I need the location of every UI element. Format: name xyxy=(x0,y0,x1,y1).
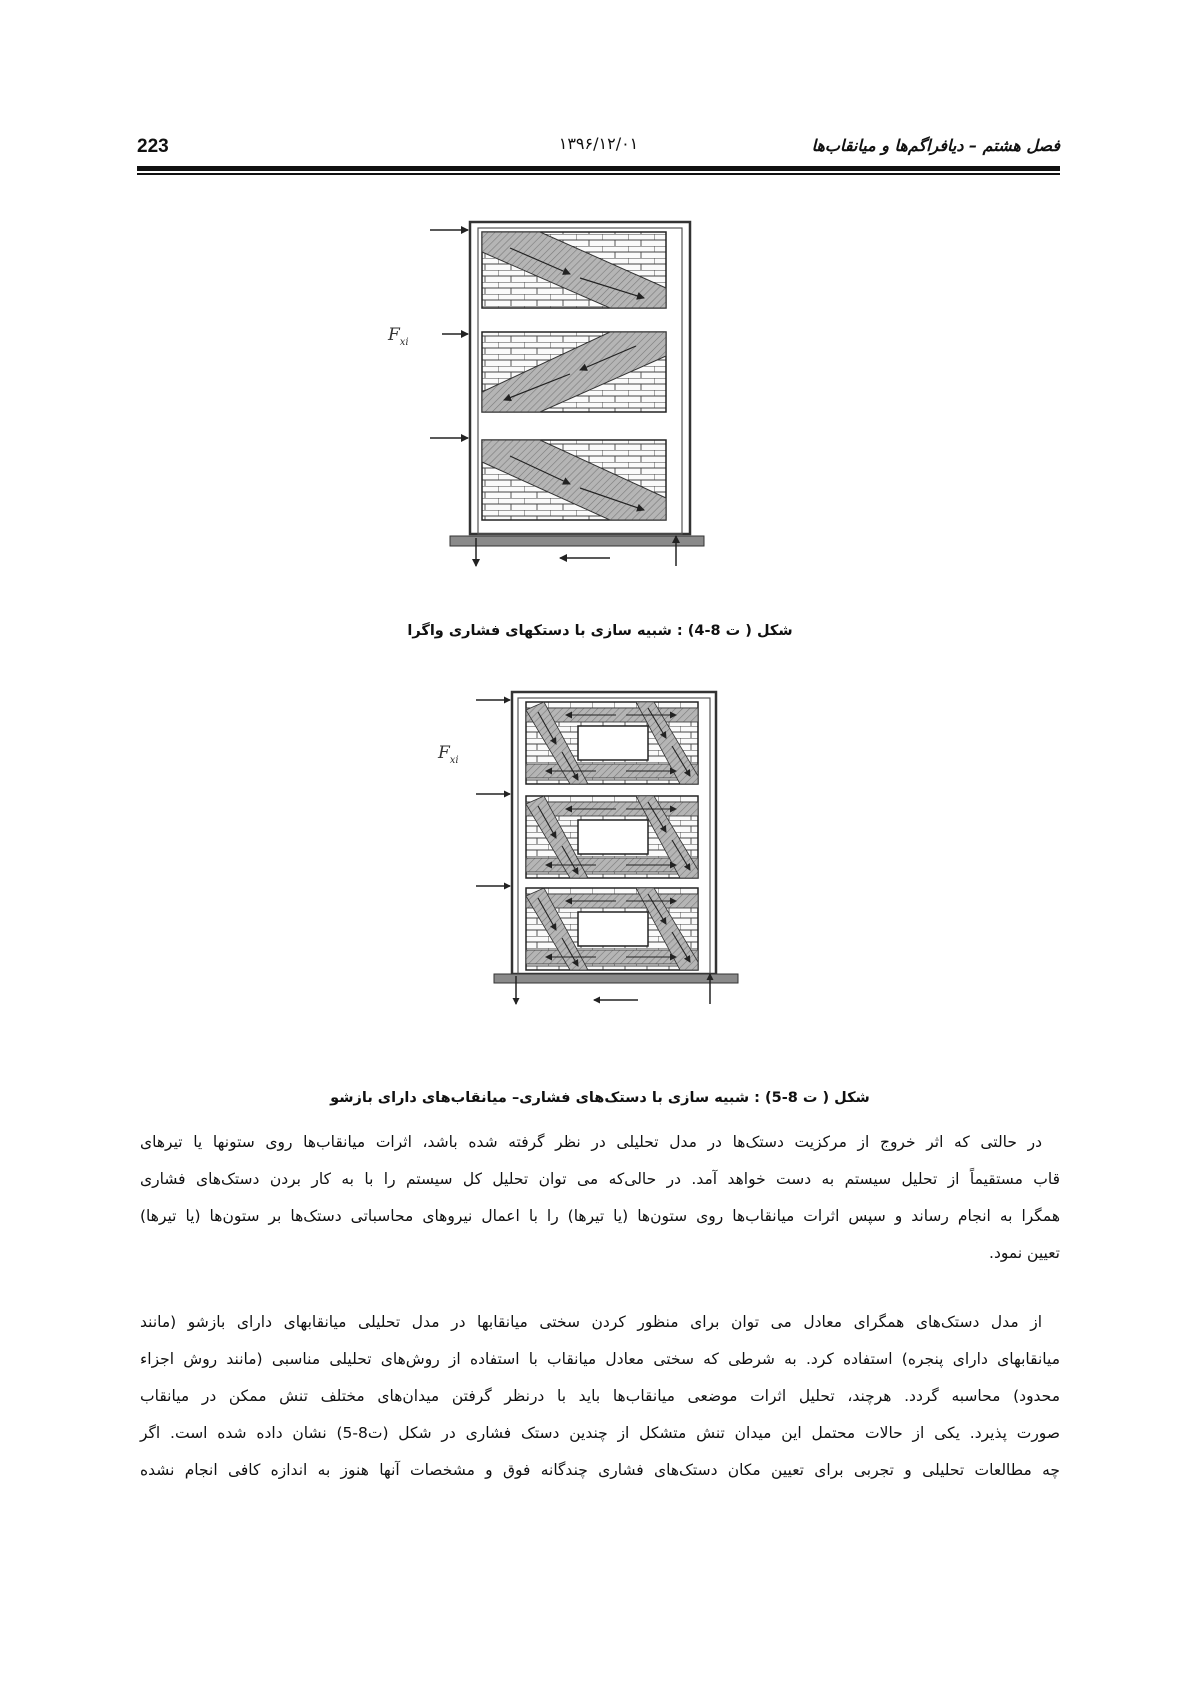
paragraph-2 xyxy=(140,1304,1060,1489)
force-label: $F_{xi}$ xyxy=(438,743,459,766)
text-line: قاب مستقیماً از تحلیل سیستم به دست خواهد آمد. در حالی‌که می توان تحلیل کل سیستم را با به کار بردن دستک‌های فشاری xyxy=(140,1170,1060,1188)
header-rule-thin xyxy=(137,173,1060,175)
chapter-title: فصل هشتم – دیافراگم‌ها و میانقاب‌ها xyxy=(811,136,1060,155)
text-line: چه مطالعات تحلیلی و تجربی برای تعیین مکان دستک‌های فشاری چندگانه فوق و مشخصات آنها هنوز به اندازه کافی انجام نشده xyxy=(140,1461,1060,1479)
infill-panel xyxy=(482,232,666,308)
foundation-base xyxy=(450,536,704,546)
text-line: تعیین نمود. xyxy=(989,1244,1060,1262)
infill-panel xyxy=(482,440,666,520)
text-line: از مدل دستک‌های همگرای معادل می توان برای منظور کردن سختی میانقابها در مدل تحلیلی میانقابهای دارای بازشو (مانند xyxy=(140,1313,1042,1331)
text-line: میانقابهای دارای پنجره) استفاده کرد. به شرطی که سختی معادل میانقاب با استفاده از روش‌های تحلیلی مناسبی (مانند روش اجزاء xyxy=(140,1350,1060,1368)
figure-struts-with-openings xyxy=(438,692,800,1082)
page-header xyxy=(137,132,1060,166)
header-rule-thick xyxy=(137,166,1060,171)
text-line: محدود) محاسبه گردد. هرچند، تحلیل اثرات موضعی میانقاب‌ها باید با درنظر گرفتن میدان‌های مختلف تنش ممکن در میانقاب xyxy=(140,1387,1060,1405)
figure2-caption: شکل ( ت 8-5) : شبیه سازی با دستک‌های فشاری– میانقاب‌های دارای بازشو xyxy=(330,1090,870,1106)
infill-panel xyxy=(482,332,666,412)
infill-panel-with-opening xyxy=(526,796,698,878)
figure1-caption: شکل ( ت 8-4) : شبیه سازی با دستکهای فشاری واگرا xyxy=(407,623,793,639)
header-date: ۱۳۹۶/۱۲/۰۱ xyxy=(558,134,639,153)
paragraph-1 xyxy=(140,1124,1060,1272)
infill-panel-with-opening xyxy=(526,888,698,970)
text-line: در حالتی که اثر خروج از مرکزیت دستک‌ها در مدل تحلیلی در نظر گرفته شده باشد، اثرات میانقاب‌ها روی ستونها یا تیرهای xyxy=(140,1133,1042,1151)
foundation-base xyxy=(494,974,738,983)
force-label: $F_{xi}$ xyxy=(388,325,409,348)
figure-diverging-struts xyxy=(388,222,750,612)
infill-panel-with-opening xyxy=(526,702,698,784)
page-number: 223 xyxy=(137,136,169,157)
text-line: صورت پذیرد. یکی از حالات محتمل این میدان تنش متشکل از چندین دستک فشاری در شکل (ت8-5) نشان داده شده است. اگر xyxy=(140,1424,1060,1442)
text-line: همگرا به انجام رساند و سپس اثرات میانقاب‌ها روی ستون‌ها (یا تیرها) را با اعمال نیروهای محاسباتی دستک‌ها بر ستون‌ها (یا تیرها) xyxy=(140,1207,1060,1225)
